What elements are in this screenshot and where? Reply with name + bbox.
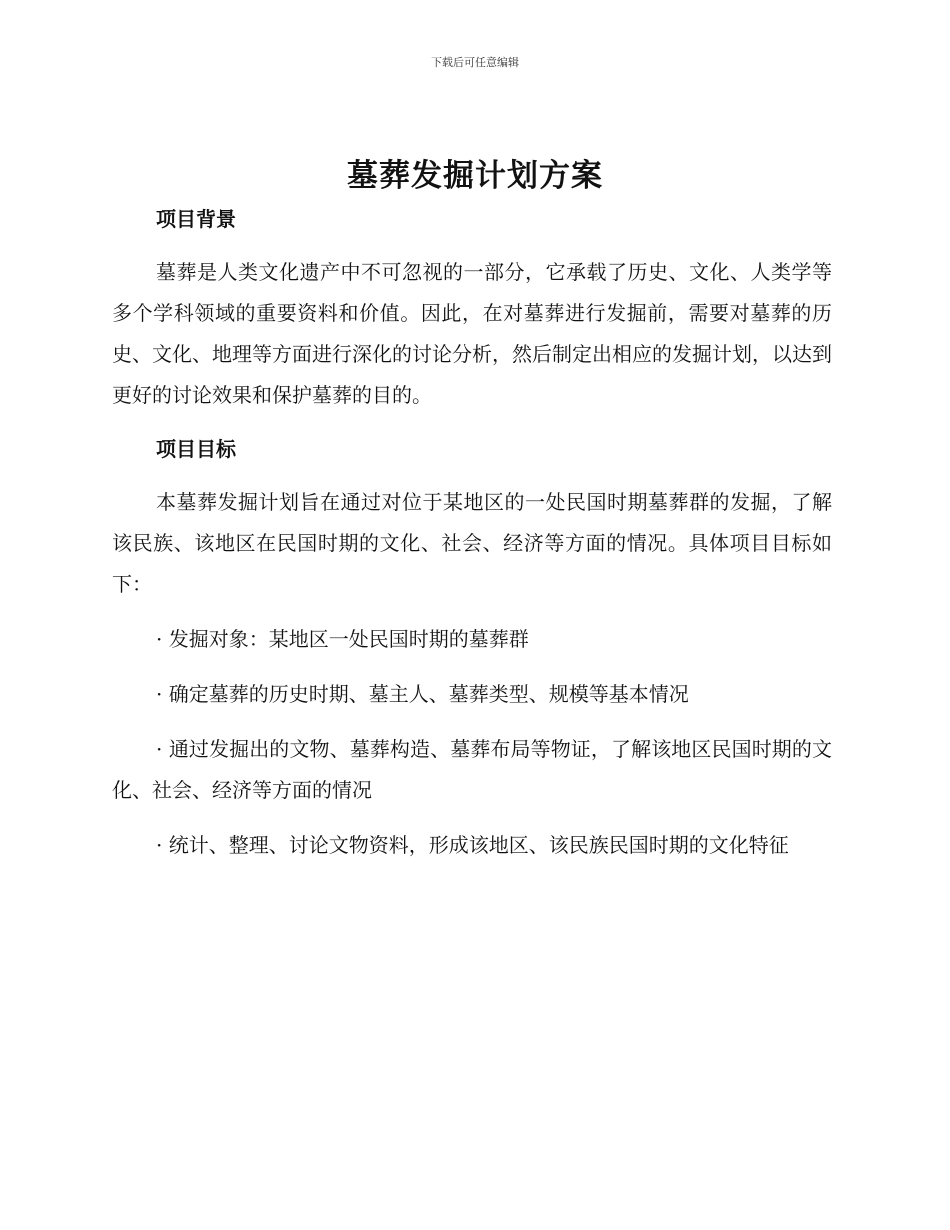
goals-paragraph: 本墓葬发掘计划旨在通过对位于某地区的一处民国时期墓葬群的发掘，了解该民族、该地区在民国时期的文化、社会、经济等方面的情况。具体项目目标如下：: [112, 490, 832, 596]
document-title: 墓葬发掘计划方案: [347, 158, 603, 194]
section-heading-goals: 项目目标: [156, 437, 236, 461]
section-heading-background: 项目背景: [156, 207, 236, 231]
goal-bullet-3: · 通过发掘出的文物、墓葬构造、墓葬布局等物证，了解该地区民国时期的文化、社会、经济等方面的情况: [112, 737, 832, 802]
goal-bullet-2: · 确定墓葬的历史时期、墓主人、墓葬类型、规模等基本情况: [156, 682, 689, 706]
goal-bullet-1: · 发掘对象：某地区一处民国时期的墓葬群: [156, 627, 529, 651]
goal-bullet-4: · 统计、整理、讨论文物资料，形成该地区、该民族民国时期的文化特征: [156, 833, 789, 857]
header-note: 下载后可任意编辑: [431, 56, 519, 69]
background-paragraph: 墓葬是人类文化遗产中不可忽视的一部分，它承载了历史、文化、人类学等多个学科领域的重要资料和价值。因此，在对墓葬进行发掘前，需要对墓葬的历史、文化、地理等方面进行深化的讨论分析，然后制定出相应的发掘计划，以达到更好的讨论效果和保护墓葬的目的。: [112, 260, 832, 407]
document-body: [112, 200, 832, 880]
